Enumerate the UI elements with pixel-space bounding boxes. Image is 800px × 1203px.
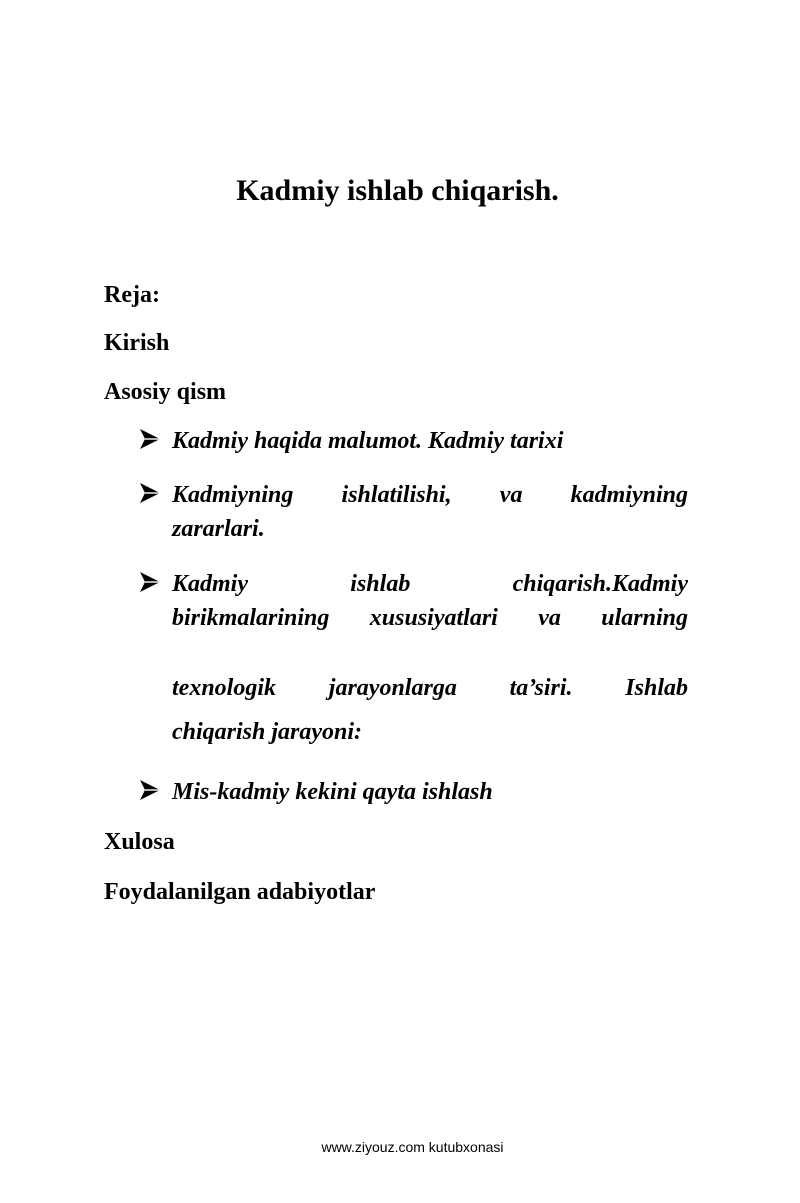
list-item-text	[172, 567, 688, 749]
list-item-line: texnologik jarayonlarga ta’siri. Ishlab	[172, 675, 688, 701]
arrow-right-icon	[138, 571, 162, 593]
main-part-heading: Asosiy qism	[104, 379, 227, 405]
arrow-right-icon	[138, 779, 162, 801]
list-item	[138, 478, 698, 546]
arrow-right-icon	[138, 428, 162, 450]
list-item	[138, 775, 698, 809]
list-item-line: zararlari.	[172, 516, 265, 542]
plan-heading: Reja:	[104, 282, 160, 308]
intro-heading: Kirish	[104, 330, 170, 356]
conclusion-heading: Xulosa	[104, 829, 175, 855]
list-item-text	[172, 478, 688, 546]
list-item-line: Kadmiyning ishlatilishi, va kadmiyning	[172, 482, 688, 508]
list-item-line: Kadmiy ishlab chiqarish.Kadmiy	[172, 571, 688, 597]
list-item-line: chiqarish jarayoni:	[172, 719, 363, 745]
list-item	[138, 567, 698, 749]
list-item-line: birikmalarining xususiyatlari va ularning	[172, 605, 688, 631]
references-heading: Foydalanilgan adabiyotlar	[104, 879, 376, 905]
footer-text: www.ziyouz.com kutubxonasi	[321, 1139, 504, 1155]
list-item	[138, 424, 698, 458]
list-item-text: Mis-kadmiy kekini qayta ishlash	[172, 779, 493, 805]
list-item-text: Kadmiy haqida malumot. Kadmiy tarixi	[172, 428, 564, 454]
page-title: Kadmiy ishlab chiqarish.	[236, 174, 559, 207]
arrow-right-icon	[138, 482, 162, 504]
